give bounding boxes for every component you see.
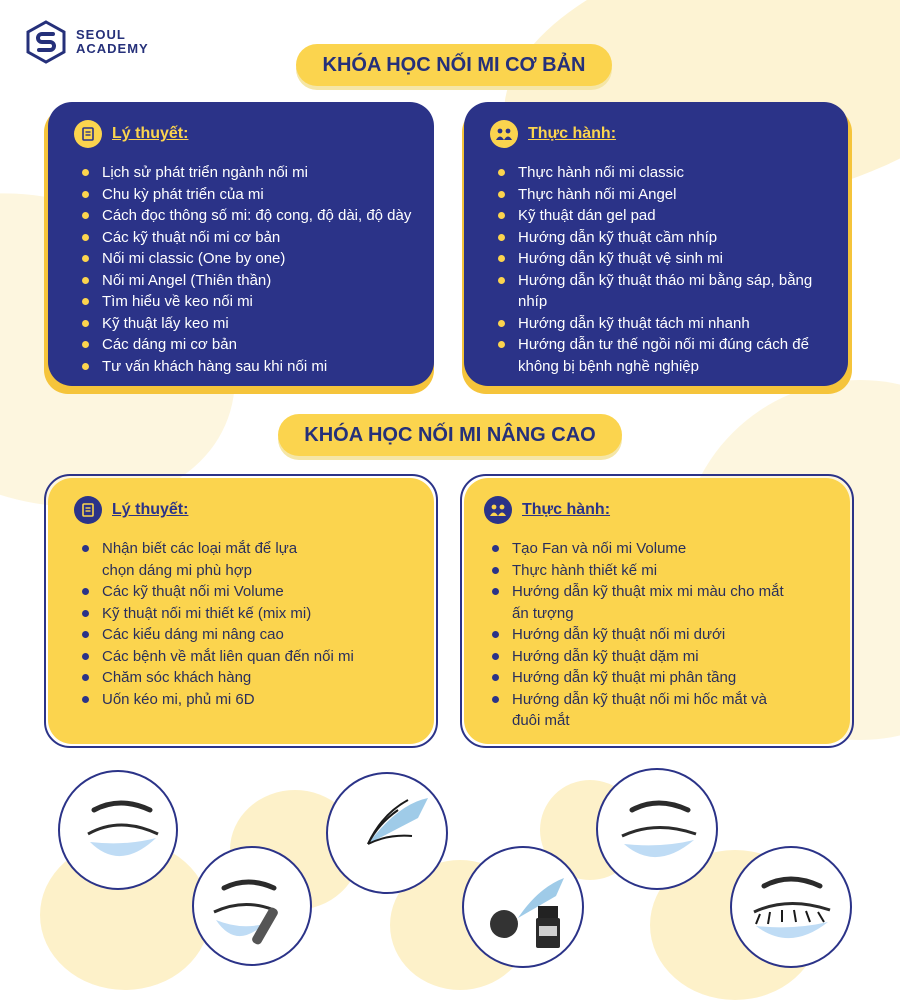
mascara-wand-illustration <box>192 846 312 966</box>
list-item: Kỹ thuật nối mi thiết kế (mix mi) <box>74 603 412 625</box>
lash-fan-illustration <box>326 772 448 894</box>
list-item: Các bệnh về mắt liên quan đến nối mi <box>74 646 412 668</box>
list-item: Hướng dẫn kỹ thuật dặm mi <box>484 646 828 668</box>
list-item: Các kỹ thuật nối mi Volume <box>74 581 412 603</box>
list-item: Lịch sử phát triển ngành nối mi <box>74 162 412 184</box>
brand-line2: ACADEMY <box>76 41 149 56</box>
lash-extension-illustration <box>730 846 852 968</box>
list-item: Thực hành nối mi Angel <box>490 184 826 206</box>
list-item: Nhận biết các loại mắt để lựa chọn dáng mi phù hợp <box>74 538 324 581</box>
basic-practice-card <box>464 102 848 386</box>
list-item: Hướng dẫn kỹ thuật nối mi dưới <box>484 624 828 646</box>
list-item: Các kỹ thuật nối mi cơ bản <box>74 227 412 249</box>
list-item: Nối mi classic (One by one) <box>74 248 412 270</box>
brand-line1: SEOUL <box>76 27 126 42</box>
list-item: Thực hành nối mi classic <box>490 162 826 184</box>
advanced-theory-card <box>48 478 434 744</box>
basic-practice-heading: Thực hành: <box>528 125 617 142</box>
advanced-practice-heading: Thực hành: <box>522 501 611 518</box>
eye-gel-pad-illustration <box>58 770 178 890</box>
brand-logo <box>24 20 149 64</box>
advanced-course-title: KHÓA HỌC NỐI MI NÂNG CAO <box>278 414 622 456</box>
list-item: Cách đọc thông số mi: độ cong, độ dài, độ dày <box>74 205 412 227</box>
list-item: Hướng dẫn kỹ thuật tách mi nhanh <box>490 313 826 335</box>
document-icon <box>74 496 102 524</box>
list-item: Hướng dẫn kỹ thuật mix mi màu cho mắt ấn tượng <box>484 581 804 624</box>
eye-pad-illustration <box>596 768 718 890</box>
list-item: Các kiểu dáng mi nâng cao <box>74 624 412 646</box>
list-item: Tạo Fan và nối mi Volume <box>484 538 828 560</box>
basic-theory-list <box>74 162 412 377</box>
advanced-practice-list <box>484 538 828 732</box>
basic-theory-heading: Lý thuyết: <box>112 125 189 142</box>
list-item: Kỹ thuật dán gel pad <box>490 205 826 227</box>
advanced-theory-list <box>74 538 412 710</box>
people-icon <box>490 120 518 148</box>
list-item: Tìm hiểu về keo nối mi <box>74 291 412 313</box>
list-item: Hướng dẫn kỹ thuật vệ sinh mi <box>490 248 826 270</box>
list-item: Hướng dẫn tư thế ngồi nối mi đúng cách để không bị bệnh nghề nghiệp <box>490 334 826 377</box>
lash-glue-illustration <box>462 846 584 968</box>
list-item: Các dáng mi cơ bản <box>74 334 412 356</box>
list-item: Thực hành thiết kế mi <box>484 560 828 582</box>
list-item: Kỹ thuật lấy keo mi <box>74 313 412 335</box>
list-item: Chu kỳ phát triển của mi <box>74 184 412 206</box>
logo-s-icon <box>24 20 68 64</box>
list-item: Hướng dẫn kỹ thuật mi phân tầng <box>484 667 828 689</box>
basic-practice-list <box>490 162 826 377</box>
document-icon <box>74 120 102 148</box>
list-item: Nối mi Angel (Thiên thần) <box>74 270 412 292</box>
list-item: Tư vấn khách hàng sau khi nối mi <box>74 356 412 378</box>
list-item: Chăm sóc khách hàng <box>74 667 412 689</box>
basic-course-title: KHÓA HỌC NỐI MI CƠ BẢN <box>296 44 612 86</box>
list-item: Hướng dẫn kỹ thuật tháo mi bằng sáp, bằng nhíp <box>490 270 826 313</box>
list-item: Hướng dẫn kỹ thuật nối mi hốc mắt và đuôi mắt <box>484 689 784 732</box>
people-icon <box>484 496 512 524</box>
basic-theory-card <box>48 102 434 386</box>
list-item: Uốn kéo mi, phủ mi 6D <box>74 689 412 711</box>
advanced-theory-heading: Lý thuyết: <box>112 501 189 518</box>
advanced-practice-card <box>464 478 850 744</box>
list-item: Hướng dẫn kỹ thuật cầm nhíp <box>490 227 826 249</box>
